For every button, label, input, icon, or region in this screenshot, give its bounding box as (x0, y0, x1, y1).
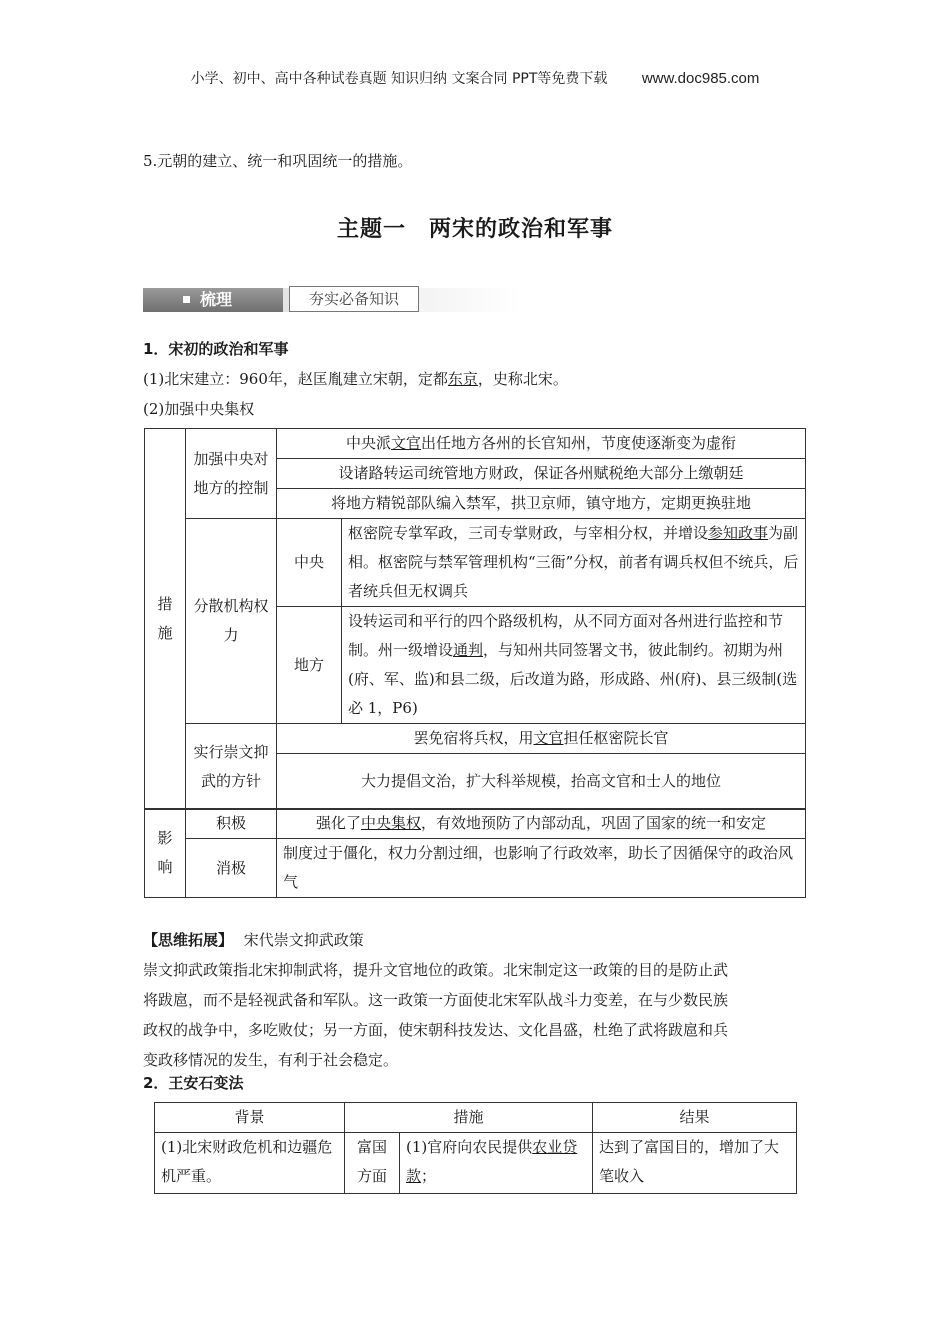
table-header: 措施 (345, 1103, 593, 1133)
banner-label: 梳理 (200, 290, 233, 309)
table-cell: (1)官府向农民提供农业贷款； (400, 1133, 593, 1194)
table-cell: 罢免宿将兵权，用文官担任枢密院长官 (277, 724, 806, 754)
sub-label-central: 中央 (277, 519, 342, 607)
table-cell: 制度过于僵化，权力分割过细，也影响了行政效率，助长了因循保守的政治风气 (277, 839, 806, 898)
measures-label: 措 施 (145, 429, 186, 810)
group-label: 实行崇文抑武的方针 (186, 724, 277, 810)
table-cell: 中央派文官出任地方各州的长官知州，节度使逐渐变为虚衔 (277, 429, 806, 459)
positive-label: 积极 (186, 809, 277, 839)
square-bullet-icon (183, 296, 190, 303)
expand-topic: 宋代崇文抑武政策 (243, 931, 364, 949)
sub-label-local: 地方 (277, 607, 342, 724)
section1-heading: 1．宋初的政治和军事 (143, 340, 289, 358)
table-cell: (1)北宋财政危机和边疆危机严重。 (155, 1133, 345, 1194)
table-row (145, 519, 806, 607)
intro-line: 5.元朝的建立、统一和巩固统一的措施。 (143, 152, 413, 170)
table-row (145, 724, 806, 754)
banner-subtitle: 夯实必备知识 (289, 286, 419, 312)
page-title: 主题一 两宋的政治和军事 (336, 217, 613, 242)
table-cell: 强化了中央集权，有效地预防了内部动乱，巩固了国家的统一和安定 (277, 809, 806, 839)
section2-heading: 2．王安石变法 (143, 1074, 244, 1092)
table-cell: 将地方精锐部队编入禁军，拱卫京师，镇守地方，定期更换驻地 (277, 489, 806, 519)
header-url[interactable]: www.doc985.com (641, 70, 760, 87)
section-banner (143, 284, 521, 318)
negative-label: 消极 (186, 839, 277, 898)
group-label: 加强中央对地方的控制 (186, 429, 277, 519)
table-cell: 设诸路转运司统管地方财政，保证各州赋税绝大部分上缴朝廷 (277, 459, 806, 489)
table-row (145, 839, 806, 898)
expand-tag: 【思维拓展】 (143, 931, 234, 949)
table-header: 结果 (593, 1103, 797, 1133)
section1-line1: (1)北宋建立：960年，赵匡胤建立宋朝，定都东京，史称北宋。 (143, 370, 568, 388)
impact-table (144, 808, 806, 898)
table-row (155, 1133, 797, 1194)
expand-heading (143, 930, 364, 950)
table-cell: 大力提倡文治，扩大科举规模，抬高文官和士人的地位 (277, 754, 806, 810)
table-header: 背景 (155, 1103, 345, 1133)
page-header (0, 68, 950, 88)
group-label: 分散机构权力 (186, 519, 277, 724)
measures-table (144, 428, 806, 810)
table-cell: 枢密院专掌军政，三司专掌财政，与宰相分权，并增设参知政事为副相。枢密院与禁军管理机构“三衙”分权，前者有调兵权但不统兵，后者统兵但无权调兵 (342, 519, 806, 607)
blank-answer: 东京 (447, 370, 478, 388)
table-row (145, 809, 806, 839)
table-row (155, 1103, 797, 1133)
table-cell: 设转运司和平行的四个路级机构，从不同方面对各州进行监控和节制。州一级增设通判，与知州共同签署文书，彼此制约。初期为州(府、军、监)和县二级，后改道为路，形成路、州(府)、县三级制(选必 1，P6) (342, 607, 806, 724)
table-cell: 达到了富国目的，增加了大笔收入 (593, 1133, 797, 1194)
banner-label-block (143, 288, 283, 312)
table-row (145, 429, 806, 459)
section1-line2: (2)加强中央集权 (143, 400, 255, 418)
header-text: 小学、初中、高中各种试卷真题 知识归纳 文案合同 PPT等免费下载 (190, 71, 608, 87)
reform-table (154, 1102, 797, 1194)
table-cell: 富国方面 (345, 1133, 400, 1194)
impact-label: 影 响 (145, 809, 186, 898)
expand-paragraph: 崇文抑武政策指北宋抑制武将，提升文官地位的政策。北宋制定这一政策的目的是防止武 将跋扈，而不是轻视武备和军队。这一政策一方面使北宋军队战斗力变差，在与少数民族 政权的战争中，多吃败仗；另一方面，使宋朝科技发达、文化昌盛，杜绝了武将跋扈和兵 变政移情况的发生，有利于社会稳定。 (143, 961, 729, 1069)
